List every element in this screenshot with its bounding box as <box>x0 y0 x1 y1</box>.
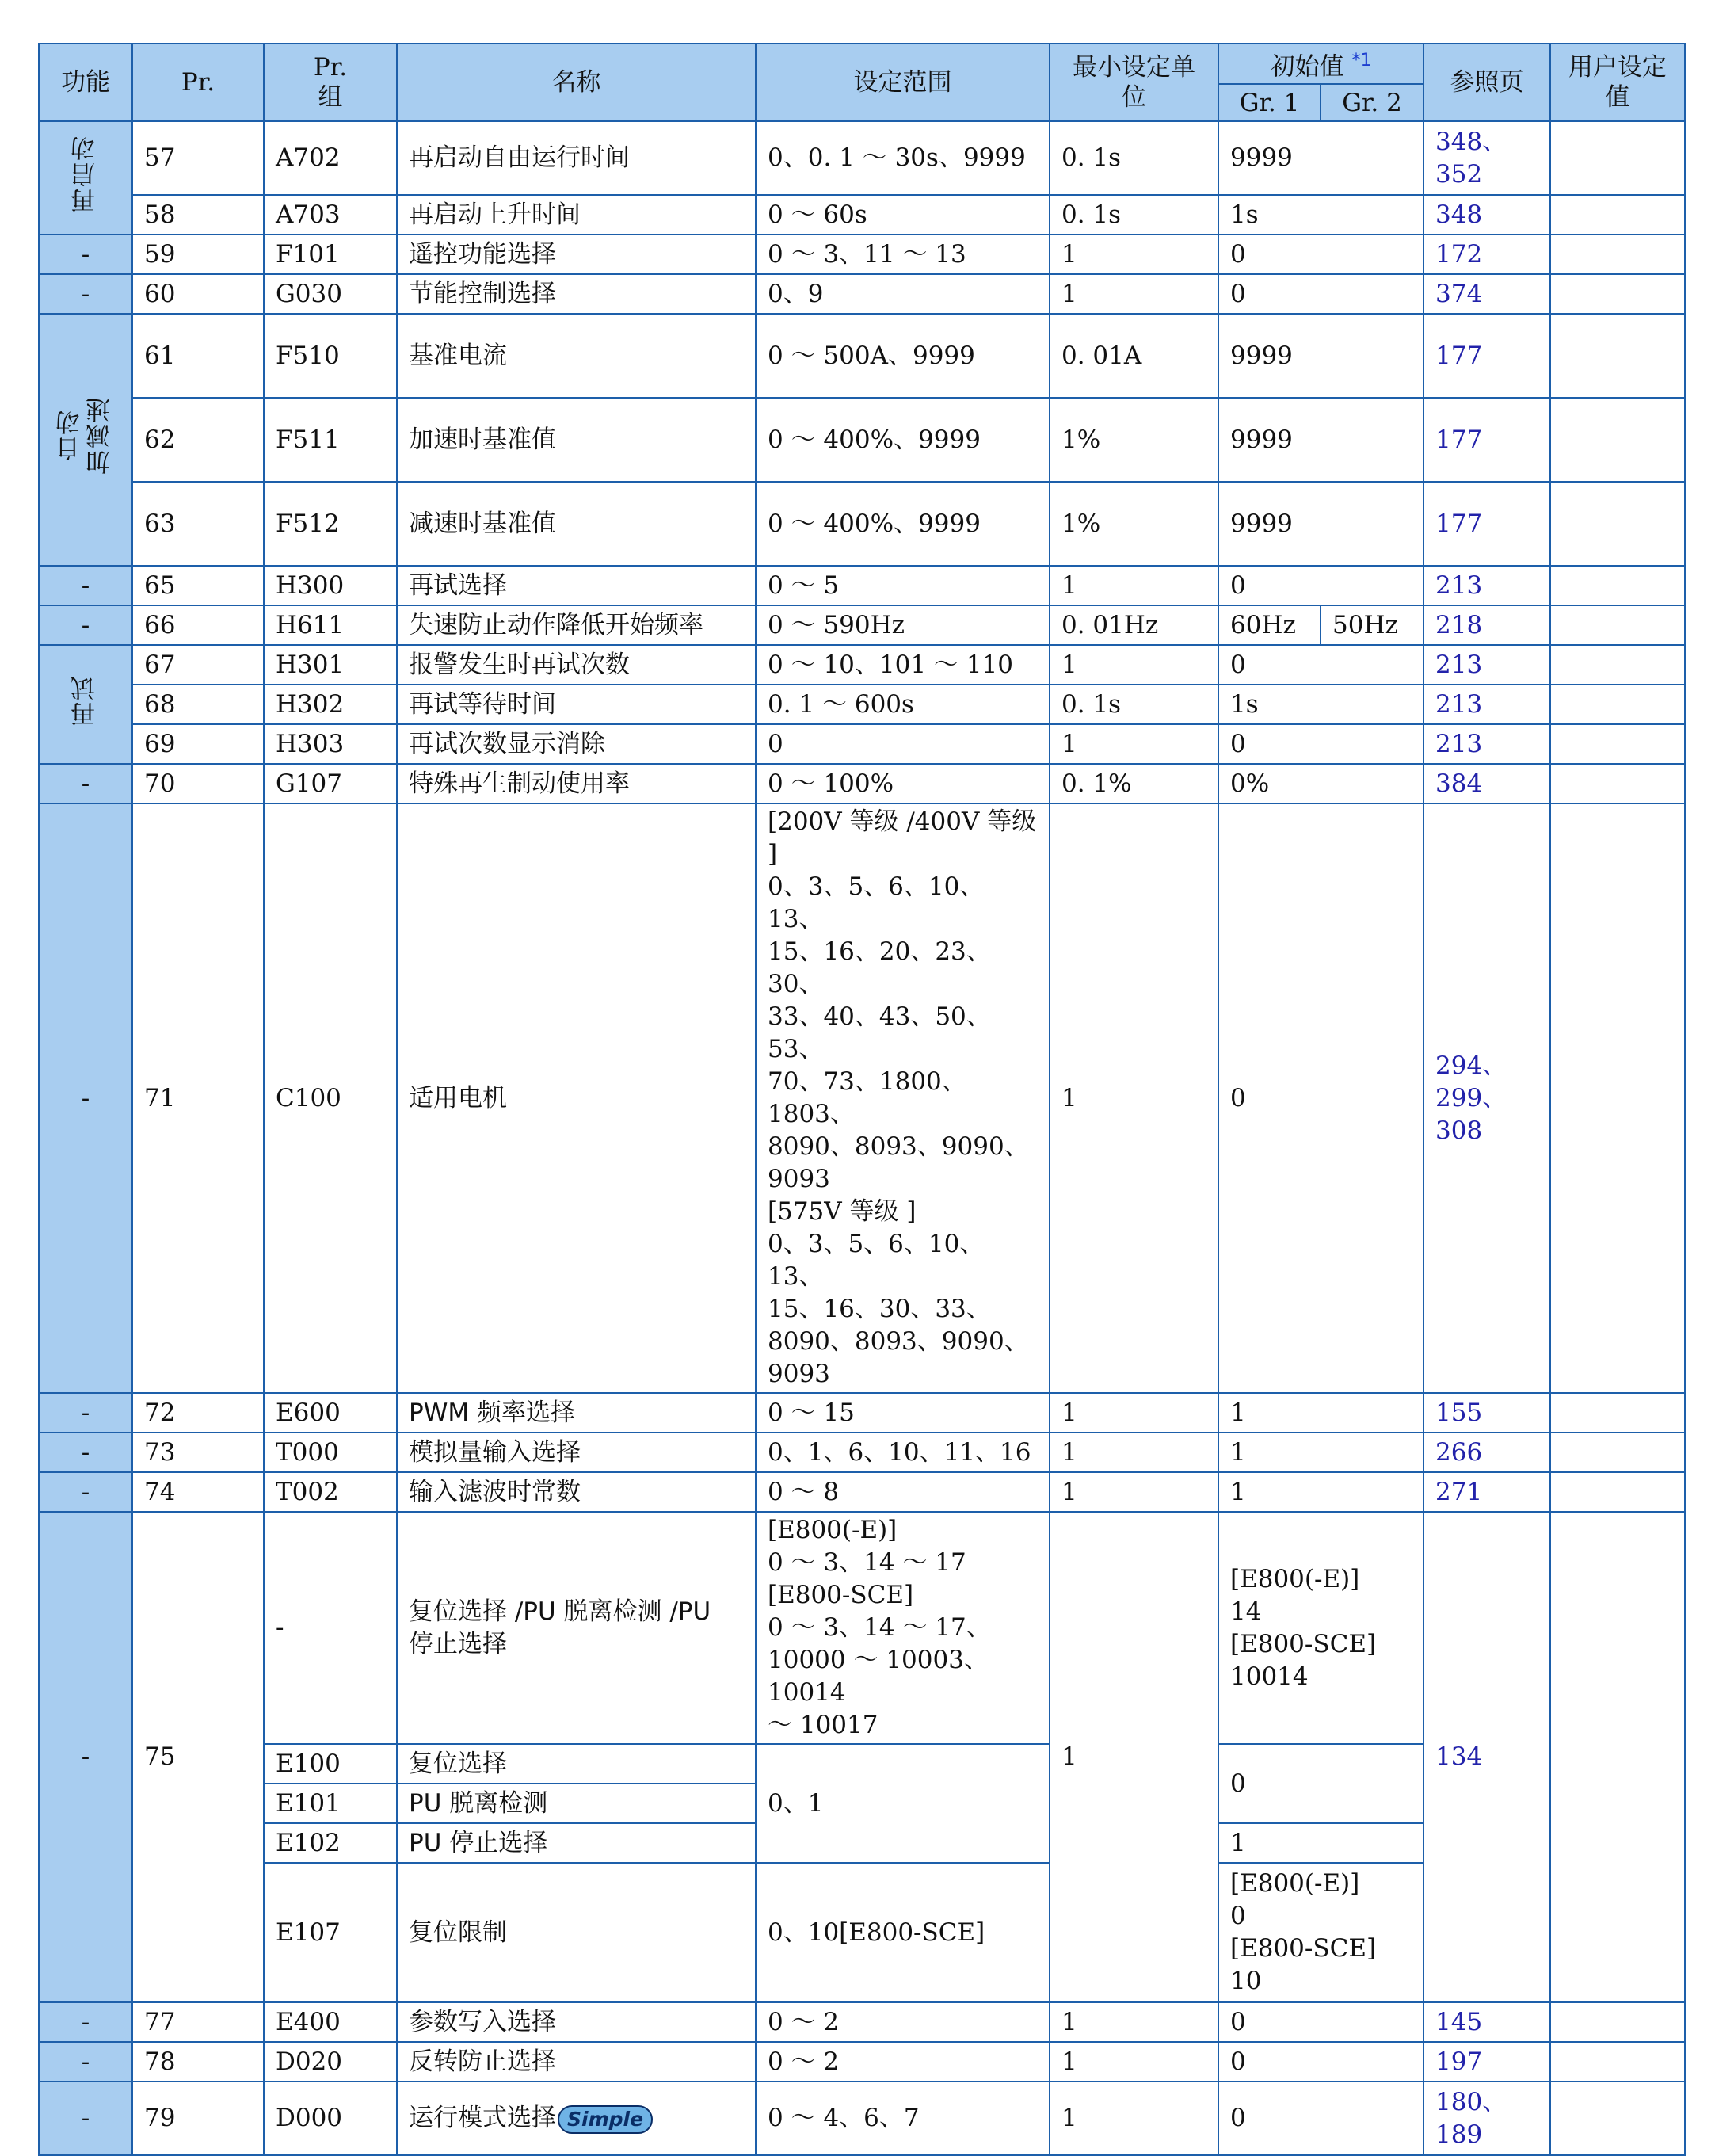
user-value-cell[interactable] <box>1550 645 1685 685</box>
user-value-cell[interactable] <box>1550 121 1685 195</box>
table-row <box>39 1512 1685 1744</box>
unit-cell: 0. 1s <box>1050 195 1218 235</box>
col-gr2: Gr. 2 <box>1321 84 1423 121</box>
function-group-none: - <box>39 274 132 314</box>
user-value-cell[interactable] <box>1550 764 1685 803</box>
initial-cell: 0 <box>1218 566 1423 605</box>
name-cell: PU 脱离检测 <box>397 1784 756 1823</box>
initial-cell: 0 <box>1218 645 1423 685</box>
pr-group-cell: F512 <box>264 482 397 566</box>
ref-page-link[interactable]: 266 <box>1423 1433 1550 1472</box>
function-group-none: - <box>39 1472 132 1512</box>
function-group-none: - <box>39 2082 132 2155</box>
pr-group-cell: E400 <box>264 2002 397 2042</box>
initial-gr1-cell: 60Hz <box>1218 605 1321 645</box>
user-value-cell[interactable] <box>1550 605 1685 645</box>
ref-page-link[interactable]: 294、 299、 308 <box>1423 803 1550 1393</box>
table-row <box>39 566 1685 605</box>
table-row <box>39 1433 1685 1472</box>
function-group-restart: 再启动 <box>39 121 132 235</box>
initial-cell: 0 <box>1218 724 1423 764</box>
pr-cell: 78 <box>132 2042 264 2082</box>
table-row <box>39 724 1685 764</box>
ref-page-link[interactable]: 213 <box>1423 724 1550 764</box>
unit-cell: 1 <box>1050 1512 1218 2002</box>
pr-group-cell: G107 <box>264 764 397 803</box>
unit-cell: 0. 1s <box>1050 685 1218 724</box>
unit-cell: 1 <box>1050 235 1218 274</box>
table-row <box>39 121 1685 195</box>
user-value-cell[interactable] <box>1550 195 1685 235</box>
name-cell: 基准电流 <box>397 314 756 398</box>
name-cell <box>397 2082 756 2155</box>
unit-cell: 1 <box>1050 2042 1218 2082</box>
name-cell: 再试等待时间 <box>397 685 756 724</box>
col-initial-label: 初始值 <box>1270 52 1344 82</box>
initial-cell: 0 <box>1218 2082 1423 2155</box>
pr-cell: 75 <box>132 1512 264 2002</box>
table-row <box>39 1393 1685 1433</box>
table-row <box>39 2042 1685 2082</box>
pr-group-cell: A703 <box>264 195 397 235</box>
table-row <box>39 2002 1685 2042</box>
initial-cell: 1 <box>1218 1472 1423 1512</box>
function-group-none: - <box>39 2042 132 2082</box>
pr-cell: 57 <box>132 121 264 195</box>
initial-cell: 1 <box>1218 1823 1423 1863</box>
pr-group-cell: T002 <box>264 1472 397 1512</box>
table-row <box>39 274 1685 314</box>
user-value-cell[interactable] <box>1550 1472 1685 1512</box>
pr-cell: 62 <box>132 398 264 482</box>
ref-page-link[interactable]: 213 <box>1423 685 1550 724</box>
unit-cell: 1 <box>1050 1472 1218 1512</box>
range-cell: 0 ～ 400%、9999 <box>756 482 1050 566</box>
table-row <box>39 235 1685 274</box>
pr-group-cell: E102 <box>264 1823 397 1863</box>
unit-cell: 1 <box>1050 645 1218 685</box>
pr-cell: 73 <box>132 1433 264 1472</box>
col-pr-group: Pr. 组 <box>264 44 397 121</box>
name-cell: 再启动上升时间 <box>397 195 756 235</box>
user-value-cell[interactable] <box>1550 1393 1685 1433</box>
pr-group-cell: H611 <box>264 605 397 645</box>
user-value-cell[interactable] <box>1550 235 1685 274</box>
unit-cell: 1 <box>1050 1393 1218 1433</box>
pr-cell: 79 <box>132 2082 264 2155</box>
pr-group-cell: E107 <box>264 1863 397 2002</box>
pr-cell: 66 <box>132 605 264 645</box>
initial-cell: 1 <box>1218 1393 1423 1433</box>
col-name: 名称 <box>397 44 756 121</box>
function-group-auto-accel: 自动 加减速 <box>39 314 132 566</box>
range-cell: [200V 等级 /400V 等级 ] 0、3、5、6、10、13、 15、16、20、23、30、 33、40、43、50、53、 70、73、1800、1803、 8090、8093、9090、 9093 [575V 等级 ] 0、3、5、6、10、13、 15、16、30、33、 8090、8093、9090、 9093 <box>756 803 1050 1393</box>
unit-cell: 1 <box>1050 724 1218 764</box>
ref-page-link[interactable]: 145 <box>1423 2002 1550 2042</box>
table-row <box>39 645 1685 685</box>
unit-cell: 1 <box>1050 2082 1218 2155</box>
name-cell: 失速防止动作降低开始频率 <box>397 605 756 645</box>
range-cell: 0 ～ 590Hz <box>756 605 1050 645</box>
table-row <box>39 195 1685 235</box>
initial-cell: 1s <box>1218 685 1423 724</box>
name-cell: 复位选择 <box>397 1744 756 1784</box>
range-cell: 0 ～ 60s <box>756 195 1050 235</box>
pr-group-cell: F510 <box>264 314 397 398</box>
col-initial <box>1218 44 1423 84</box>
unit-cell: 1 <box>1050 803 1218 1393</box>
pr-group-cell: F101 <box>264 235 397 274</box>
parameter-table <box>38 43 1686 2156</box>
initial-cell: [E800(-E)] 14 [E800-SCE] 10014 <box>1218 1512 1423 1744</box>
initial-cell: 0 <box>1218 2002 1423 2042</box>
pr-group-cell: G030 <box>264 274 397 314</box>
pr-group-cell: F511 <box>264 398 397 482</box>
function-group-none: - <box>39 1433 132 1472</box>
table-row <box>39 482 1685 566</box>
unit-cell: 1% <box>1050 482 1218 566</box>
pr-group-cell: H303 <box>264 724 397 764</box>
pr-cell: 65 <box>132 566 264 605</box>
table-row <box>39 314 1685 398</box>
col-range: 设定范围 <box>756 44 1050 121</box>
pr-cell: 60 <box>132 274 264 314</box>
range-cell: 0 ～ 10、101 ～ 110 <box>756 645 1050 685</box>
pr-group-cell: E100 <box>264 1744 397 1784</box>
user-value-cell[interactable] <box>1550 1512 1685 2002</box>
range-cell: 0 ～ 2 <box>756 2002 1050 2042</box>
pr-group-cell: E600 <box>264 1393 397 1433</box>
pr-cell: 58 <box>132 195 264 235</box>
name-cell: 报警发生时再试次数 <box>397 645 756 685</box>
col-user-value: 用户设定 值 <box>1550 44 1685 121</box>
ref-page-link[interactable]: 134 <box>1423 1512 1550 2002</box>
name-cell: 再启动自由运行时间 <box>397 121 756 195</box>
range-cell: 0、9 <box>756 274 1050 314</box>
pr-cell: 77 <box>132 2002 264 2042</box>
pr-group-cell: A702 <box>264 121 397 195</box>
initial-cell: 9999 <box>1218 482 1423 566</box>
range-cell: 0、0. 1 ～ 30s、9999 <box>756 121 1050 195</box>
name-cell: 反转防止选择 <box>397 2042 756 2082</box>
col-gr1: Gr. 1 <box>1218 84 1321 121</box>
range-cell: 0 ～ 15 <box>756 1393 1050 1433</box>
ref-page-link[interactable]: 213 <box>1423 566 1550 605</box>
name-cell: 节能控制选择 <box>397 274 756 314</box>
name-cell: 复位选择 /PU 脱离检测 /PU 停止选择 <box>397 1512 756 1744</box>
pr-cell: 61 <box>132 314 264 398</box>
pr-group-cell: H302 <box>264 685 397 724</box>
name-cell: 减速时基准值 <box>397 482 756 566</box>
name-cell: PWM 频率选择 <box>397 1393 756 1433</box>
range-cell: 0、1 <box>756 1744 1050 1863</box>
function-group-retry: 再试 <box>39 645 132 764</box>
table-row <box>39 803 1685 1393</box>
pr-cell: 68 <box>132 685 264 724</box>
footnote-mark: *1 <box>1351 51 1372 71</box>
name-cell: PU 停止选择 <box>397 1823 756 1863</box>
initial-cell: 0 <box>1218 235 1423 274</box>
function-group-none: - <box>39 566 132 605</box>
function-group-none: - <box>39 803 132 1393</box>
pr-cell: 59 <box>132 235 264 274</box>
ref-page-link[interactable]: 384 <box>1423 764 1550 803</box>
range-cell: 0、1、6、10、11、16 <box>756 1433 1050 1472</box>
ref-page-link[interactable]: 177 <box>1423 482 1550 566</box>
ref-page-link[interactable]: 155 <box>1423 1393 1550 1433</box>
name-text: 运行模式选择 <box>409 2104 556 2133</box>
unit-cell: 0. 1s <box>1050 121 1218 195</box>
initial-cell: 0% <box>1218 764 1423 803</box>
ref-page-link[interactable]: 172 <box>1423 235 1550 274</box>
ref-page-link[interactable]: 348 <box>1423 195 1550 235</box>
pr-cell: 70 <box>132 764 264 803</box>
ref-page-link[interactable]: 177 <box>1423 314 1550 398</box>
range-cell: 0 ～ 3、11 ～ 13 <box>756 235 1050 274</box>
range-cell: 0 ～ 4、6、7 <box>756 2082 1050 2155</box>
user-value-cell[interactable] <box>1550 2002 1685 2042</box>
ref-page-link[interactable]: 180、 189 <box>1423 2082 1550 2155</box>
pr-group-cell: H300 <box>264 566 397 605</box>
unit-cell: 0. 01A <box>1050 314 1218 398</box>
user-value-cell[interactable] <box>1550 566 1685 605</box>
pr-group-cell: - <box>264 1512 397 1744</box>
col-ref-page: 参照页 <box>1423 44 1550 121</box>
user-value-cell[interactable] <box>1550 482 1685 566</box>
pr-cell: 74 <box>132 1472 264 1512</box>
name-cell: 适用电机 <box>397 803 756 1393</box>
user-value-cell[interactable] <box>1550 2082 1685 2155</box>
name-cell: 参数写入选择 <box>397 2002 756 2042</box>
user-value-cell[interactable] <box>1550 803 1685 1393</box>
name-cell: 再试选择 <box>397 566 756 605</box>
initial-cell: 0 <box>1218 274 1423 314</box>
range-cell: 0 ～ 8 <box>756 1472 1050 1512</box>
range-cell: 0 ～ 100% <box>756 764 1050 803</box>
name-cell: 输入滤波时常数 <box>397 1472 756 1512</box>
unit-cell: 1 <box>1050 274 1218 314</box>
ref-page-link[interactable]: 213 <box>1423 645 1550 685</box>
initial-cell: 1 <box>1218 1433 1423 1472</box>
ref-page-link[interactable]: 177 <box>1423 398 1550 482</box>
name-cell: 再试次数显示消除 <box>397 724 756 764</box>
range-cell: 0 ～ 5 <box>756 566 1050 605</box>
initial-gr2-cell: 50Hz <box>1321 605 1423 645</box>
pr-cell: 69 <box>132 724 264 764</box>
col-pr: Pr. <box>132 44 264 121</box>
initial-cell: 1s <box>1218 195 1423 235</box>
function-group-none: - <box>39 605 132 645</box>
name-cell: 加速时基准值 <box>397 398 756 482</box>
pr-group-cell: D020 <box>264 2042 397 2082</box>
function-group-none: - <box>39 764 132 803</box>
range-cell: [E800(-E)] 0 ～ 3、14 ～ 17 [E800-SCE] 0 ～ 3、14 ～ 17、 10000 ～ 10003、10014 ～ 10017 <box>756 1512 1050 1744</box>
range-cell: 0 ～ 2 <box>756 2042 1050 2082</box>
function-group-none: - <box>39 1512 132 2002</box>
table-row <box>39 2082 1685 2155</box>
name-cell: 特殊再生制动使用率 <box>397 764 756 803</box>
pr-group-cell: D000 <box>264 2082 397 2155</box>
pr-cell: 71 <box>132 803 264 1393</box>
function-group-none: - <box>39 2002 132 2042</box>
pr-group-cell: T000 <box>264 1433 397 1472</box>
simple-badge: Simple <box>558 2105 653 2134</box>
unit-cell: 0. 1% <box>1050 764 1218 803</box>
table-row <box>39 764 1685 803</box>
table-row <box>39 605 1685 645</box>
user-value-cell[interactable] <box>1550 2042 1685 2082</box>
initial-cell: 0 <box>1218 1744 1423 1823</box>
range-cell: 0、10[E800-SCE] <box>756 1863 1050 2002</box>
initial-cell: 9999 <box>1218 398 1423 482</box>
initial-cell: 9999 <box>1218 121 1423 195</box>
range-cell: 0 ～ 500A、9999 <box>756 314 1050 398</box>
user-value-cell[interactable] <box>1550 314 1685 398</box>
unit-cell: 1 <box>1050 2002 1218 2042</box>
table-row <box>39 1472 1685 1512</box>
unit-cell: 1 <box>1050 566 1218 605</box>
initial-cell: 0 <box>1218 803 1423 1393</box>
name-cell: 复位限制 <box>397 1863 756 2002</box>
unit-cell: 0. 01Hz <box>1050 605 1218 645</box>
initial-cell: 0 <box>1218 2042 1423 2082</box>
pr-cell: 63 <box>132 482 264 566</box>
initial-cell: 9999 <box>1218 314 1423 398</box>
pr-cell: 67 <box>132 645 264 685</box>
initial-cell: [E800(-E)] 0 [E800-SCE] 10 <box>1218 1863 1423 2002</box>
col-min-unit: 最小设定单 位 <box>1050 44 1218 121</box>
ref-page-link[interactable]: 218 <box>1423 605 1550 645</box>
pr-group-cell: H301 <box>264 645 397 685</box>
range-cell: 0. 1 ～ 600s <box>756 685 1050 724</box>
ref-page-link[interactable]: 348、 352 <box>1423 121 1550 195</box>
name-cell: 遥控功能选择 <box>397 235 756 274</box>
name-cell: 模拟量输入选择 <box>397 1433 756 1472</box>
user-value-cell[interactable] <box>1550 274 1685 314</box>
user-value-cell[interactable] <box>1550 1433 1685 1472</box>
table-row <box>39 685 1685 724</box>
unit-cell: 1 <box>1050 1433 1218 1472</box>
range-cell: 0 <box>756 724 1050 764</box>
ref-page-link[interactable]: 271 <box>1423 1472 1550 1512</box>
range-cell: 0 ～ 400%、9999 <box>756 398 1050 482</box>
pr-group-cell: E101 <box>264 1784 397 1823</box>
ref-page-link[interactable]: 197 <box>1423 2042 1550 2082</box>
unit-cell: 1% <box>1050 398 1218 482</box>
ref-page-link[interactable]: 374 <box>1423 274 1550 314</box>
user-value-cell[interactable] <box>1550 398 1685 482</box>
user-value-cell[interactable] <box>1550 685 1685 724</box>
function-group-none: - <box>39 235 132 274</box>
pr-group-cell: C100 <box>264 803 397 1393</box>
col-function: 功能 <box>39 44 132 121</box>
user-value-cell[interactable] <box>1550 724 1685 764</box>
pr-cell: 72 <box>132 1393 264 1433</box>
function-group-none: - <box>39 1393 132 1433</box>
table-row <box>39 398 1685 482</box>
